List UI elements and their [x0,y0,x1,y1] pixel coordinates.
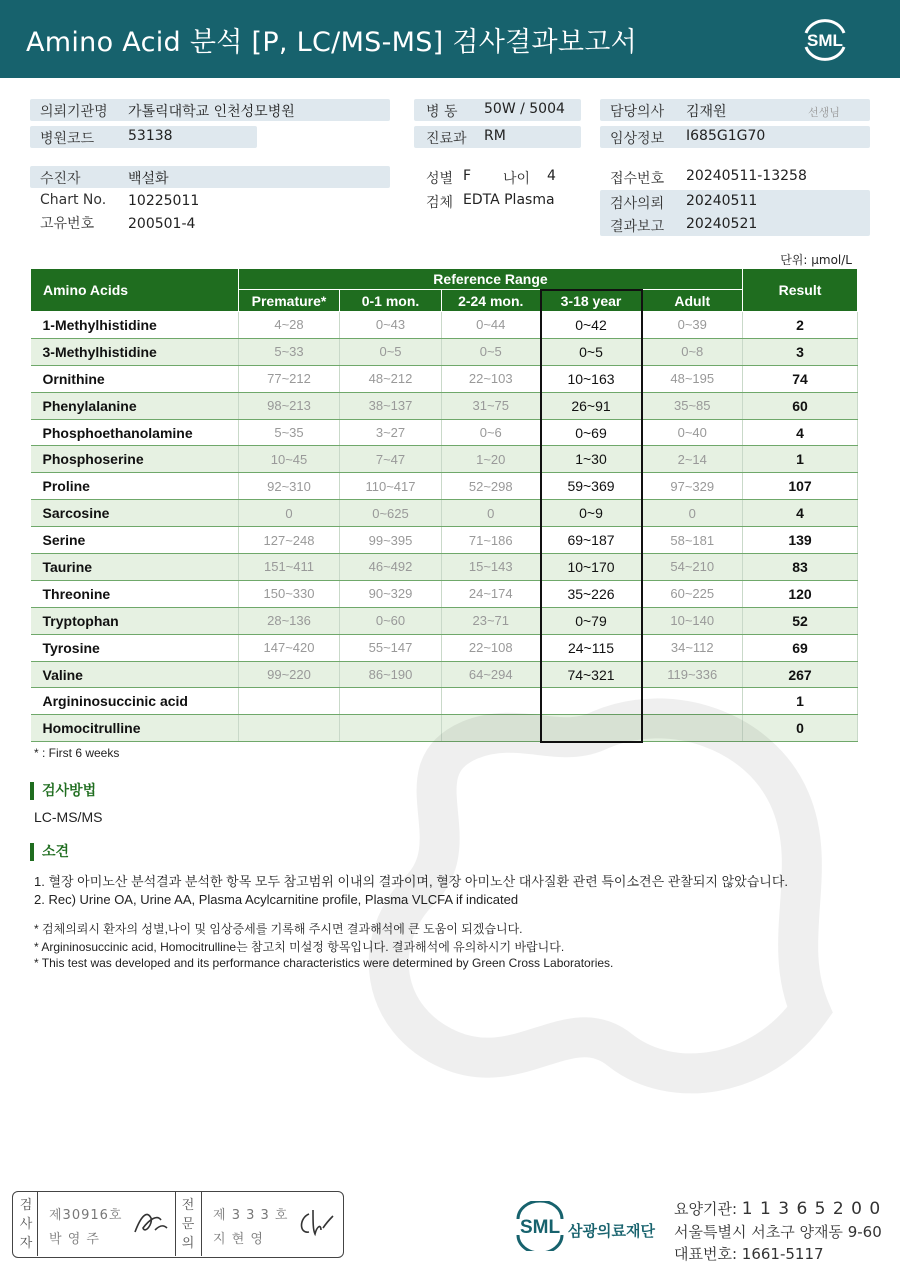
opinion-title: 소견 [30,843,69,861]
footer-phone [674,1243,824,1264]
result-value: 60 [743,392,858,419]
ref-range-m224: 23~71 [442,607,541,634]
ref-range-pre: 92~310 [239,473,340,500]
ref-range-m01: 7~47 [340,446,442,473]
ref-range-y318: 10~163 [541,365,642,392]
ref-range-pre [239,688,340,715]
specimen-value: EDTA Plasma [463,192,555,208]
watermark-logo-icon [340,690,870,1110]
result-value: 1 [743,446,858,473]
specialist-signature-icon [295,1206,335,1240]
ref-range-adult: 0 [642,500,743,527]
ref-range-m01: 55~147 [340,634,442,661]
ref-range-y318: 0~79 [541,607,642,634]
ref-range-adult: 60~225 [642,580,743,607]
amino-acid-name: Argininosuccinic acid [31,688,239,715]
ref-range-adult: 0~8 [642,338,743,365]
svg-text:SML: SML [519,1217,561,1238]
table-row [31,661,858,688]
svg-text:SML: SML [807,31,843,50]
ref-range-m01: 38~137 [340,392,442,419]
sig-examiner-label: 검 사 자 [19,1198,33,1251]
request-date-value: 20240511 [686,193,758,209]
dept-label: 진료과 [426,131,467,147]
unique-no-value: 200501-4 [128,216,196,232]
table-row [31,338,858,365]
amino-acid-name: Valine [31,661,239,688]
table-row [31,473,858,500]
ref-range-pre: 98~213 [239,392,340,419]
sig-divider [175,1192,176,1256]
amino-acid-table [30,268,858,743]
ref-range-y318: 35~226 [541,580,642,607]
ref-range-pre: 0 [239,500,340,527]
ref-range-m01: 90~329 [340,580,442,607]
age-label: 나이 [503,171,531,187]
ref-range-pre: 5~33 [239,338,340,365]
footer-phone-value: 1661-5117 [741,1245,824,1263]
ward-label: 병 동 [426,104,458,120]
ref-range-m01: 48~212 [340,365,442,392]
doctor-label: 담당의사 [610,104,665,120]
table-row [31,580,858,607]
sig-examiner-id: 제30916호 [49,1208,123,1223]
note-line-1: * 검체의뢰시 환자의 성별,나이 및 임상증세를 기록해 주시면 결과해석에 큰 도움이 되겠습니다. [34,922,523,936]
result-value: 139 [743,527,858,554]
result-value: 2 [743,312,858,339]
ref-range-m224: 31~75 [442,392,541,419]
table-row [31,527,858,554]
result-value: 1 [743,688,858,715]
table-row [31,607,858,634]
dept-value: RM [484,128,506,144]
ref-range-m224: 0~6 [442,419,541,446]
result-value: 0 [743,715,858,742]
amino-acid-name: Proline [31,473,239,500]
sex-label: 성별 [426,171,454,187]
method-title: 검사방법 [30,782,96,800]
sml-logo-icon [796,13,854,65]
col-header-reference-range: Reference Range [239,269,743,290]
result-value: 107 [743,473,858,500]
footer-address: 서울특별시 서초구 양재동 9-60 [674,1223,882,1241]
ref-range-m01: 110~417 [340,473,442,500]
ref-range-m224: 64~294 [442,661,541,688]
request-date-label: 검사의뢰 [610,196,665,212]
patient-label: 수진자 [40,171,81,187]
col-header-premature: Premature* [239,290,340,312]
clinical-value: I685G1G70 [686,128,766,144]
ref-range-pre: 10~45 [239,446,340,473]
doctor-suffix: 선생님 [808,106,840,119]
chart-no-value: 10225011 [128,193,200,209]
hospital-code-value: 53138 [128,128,173,144]
sig-examiner-name: 박 영 주 [49,1232,100,1247]
ref-range-pre: 99~220 [239,661,340,688]
result-value: 52 [743,607,858,634]
ref-range-m01: 0~60 [340,607,442,634]
col-header-0-1-mon: 0-1 mon. [340,290,442,312]
result-value: 120 [743,580,858,607]
col-header-3-18-year: 3-18 year [541,290,642,312]
sig-specialist-name: 지 현 영 [213,1232,264,1247]
ref-range-pre: 147~420 [239,634,340,661]
ref-range-m01: 0~625 [340,500,442,527]
ref-range-pre: 5~35 [239,419,340,446]
result-value: 69 [743,634,858,661]
ref-range-m224: 71~186 [442,527,541,554]
receipt-label: 접수번호 [610,171,665,187]
result-value: 83 [743,554,858,581]
footer-institution-code [674,1198,881,1219]
ref-range-m01: 46~492 [340,554,442,581]
table-row [31,419,858,446]
ref-range-y318: 0~69 [541,419,642,446]
footer-code-value: 1 1 3 6 5 2 0 0 [741,1199,882,1219]
ref-range-y318: 0~5 [541,338,642,365]
ref-range-adult: 58~181 [642,527,743,554]
ref-range-pre: 151~411 [239,554,340,581]
col-header-amino-acids: Amino Acids [31,269,239,312]
footer-code-label: 요양기관: [674,1200,738,1218]
col-header-adult: Adult [642,290,743,312]
result-value: 3 [743,338,858,365]
amino-acid-name: Tyrosine [31,634,239,661]
receipt-value: 20240511-13258 [686,168,807,184]
ref-range-m224: 24~174 [442,580,541,607]
note-line-3: * This test was developed and its performance characteristics were determined by Green Cross Laboratories. [34,956,614,970]
ref-range-adult: 0~39 [642,312,743,339]
ref-range-y318: 26~91 [541,392,642,419]
ref-range-y318: 0~9 [541,500,642,527]
unique-no-label: 고유번호 [40,216,95,232]
note-line-2: * Argininosuccinic acid, Homocitrulline는 참고치 미설정 항목입니다. 결과해석에 유의하시기 바랍니다. [34,940,565,954]
institution-label: 의뢰기관명 [40,104,108,120]
age-value: 4 [547,168,556,184]
table-row [31,446,858,473]
sex-value: F [463,168,472,184]
ward-value: 50W / 5004 [484,101,565,117]
report-title: Amino Acid 분석 [P, LC/MS-MS] 검사결과보고서 [26,27,638,58]
hospital-code-label: 병원코드 [40,131,95,147]
amino-acid-name: Phenylalanine [31,392,239,419]
ref-range-m224: 52~298 [442,473,541,500]
patient-row-bg [30,166,390,188]
table-row [31,634,858,661]
ref-range-y318: 69~187 [541,527,642,554]
sig-specialist-id: 제 3 3 3 호 [213,1208,289,1223]
clinical-label: 임상정보 [610,131,665,147]
method-body: LC-MS/MS [34,809,103,825]
ref-range-m224: 1~20 [442,446,541,473]
ref-range-m224: 15~143 [442,554,541,581]
table-row [31,392,858,419]
footer-org-name: 삼광의료재단 [568,1222,655,1240]
ref-range-pre: 127~248 [239,527,340,554]
ref-range-y318: 0~42 [541,312,642,339]
result-value: 4 [743,500,858,527]
sig-specialist-label: 전 문 의 [181,1198,195,1251]
ref-range-adult: 97~329 [642,473,743,500]
specimen-label: 검체 [426,195,454,211]
ref-range-pre: 77~212 [239,365,340,392]
col-header-2-24-mon: 2-24 mon. [442,290,541,312]
amino-acid-name: 3-Methylhistidine [31,338,239,365]
institution-value: 가톨릭대학교 인천성모병원 [128,104,295,120]
ref-range-adult: 2~14 [642,446,743,473]
amino-acid-name: 1-Methylhistidine [31,312,239,339]
col-header-result: Result [743,269,858,312]
ref-range-y318: 1~30 [541,446,642,473]
ref-range-m01: 0~5 [340,338,442,365]
unit-label: 단위: μmol/L [780,253,852,267]
ref-range-m224: 0~5 [442,338,541,365]
amino-acid-name: Ornithine [31,365,239,392]
ref-range-adult: 10~140 [642,607,743,634]
ref-range-adult: 119~336 [642,661,743,688]
ref-range-pre: 28~136 [239,607,340,634]
result-value: 74 [743,365,858,392]
amino-acid-name: Taurine [31,554,239,581]
ref-range-adult: 34~112 [642,634,743,661]
amino-acid-name: Tryptophan [31,607,239,634]
chart-no-label: Chart No. [40,192,107,208]
amino-acid-name: Threonine [31,580,239,607]
report-date-label: 결과보고 [610,219,665,235]
ref-range-pre: 150~330 [239,580,340,607]
ref-range-m01: 86~190 [340,661,442,688]
ref-range-m224: 22~108 [442,634,541,661]
ref-range-adult: 54~210 [642,554,743,581]
ref-range-pre: 4~28 [239,312,340,339]
ref-range-adult: 35~85 [642,392,743,419]
patient-value: 백설화 [128,171,169,187]
ref-range-m224: 0~44 [442,312,541,339]
result-value: 4 [743,419,858,446]
ref-range-adult: 0~40 [642,419,743,446]
amino-acid-name: Homocitrulline [31,715,239,742]
result-value: 267 [743,661,858,688]
ref-range-y318: 24~115 [541,634,642,661]
opinion-line-1: 1. 혈장 아미노산 분석결과 분석한 항목 모두 참고범위 이내의 결과이며, 혈장 아미노산 대사질환 관련 특이소견은 관찰되지 않았습니다. [34,874,788,889]
ref-range-pre [239,715,340,742]
ref-range-m224: 0 [442,500,541,527]
sig-divider [37,1192,38,1256]
amino-acid-name: Phosphoserine [31,446,239,473]
amino-acid-name: Phosphoethanolamine [31,419,239,446]
ref-range-m01: 0~43 [340,312,442,339]
ref-range-y318: 59~369 [541,473,642,500]
ref-range-m01: 99~395 [340,527,442,554]
sml-footer-logo-icon [510,1201,570,1251]
amino-acid-name: Serine [31,527,239,554]
ref-range-m01: 3~27 [340,419,442,446]
ref-range-m224: 22~103 [442,365,541,392]
doctor-value: 김재원 [686,104,727,120]
ref-range-adult: 48~195 [642,365,743,392]
examiner-signature-icon [131,1206,171,1240]
report-header [0,0,900,78]
table-row [31,554,858,581]
table-row [31,365,858,392]
report-date-value: 20240521 [686,216,758,232]
amino-acid-name: Sarcosine [31,500,239,527]
table-footnote: * : First 6 weeks [34,746,120,760]
opinion-line-2: 2. Rec) Urine OA, Urine AA, Plasma Acylcarnitine profile, Plasma VLCFA if indicated [34,892,519,907]
signature-box [12,1191,344,1258]
footer-phone-label: 대표번호: [674,1245,738,1263]
table-row [31,500,858,527]
table-row [31,312,858,339]
ref-range-y318: 10~170 [541,554,642,581]
ref-range-y318: 74~321 [541,661,642,688]
sig-divider [201,1192,202,1256]
